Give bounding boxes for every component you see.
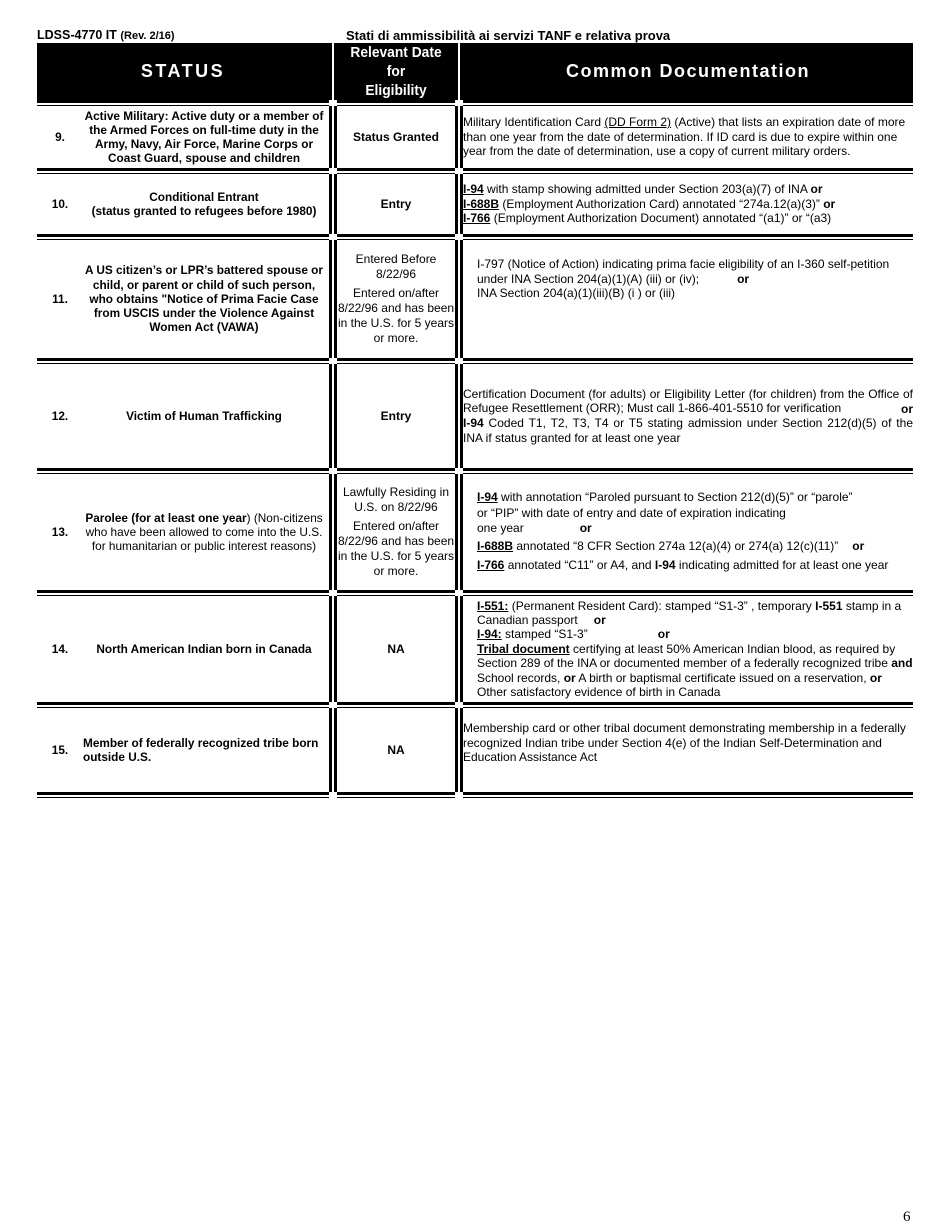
table-row: 10. Conditional Entrant (status granted to refugees before 1980) Entry I-94 with stamp showing admitted under Section 203(a)(7) of INA or I-688B (Employment Authorization Card) annotated “274a.12(a)(3)” or I-766 (Employment Authorization Document) annotated “(a1)” or “(a3) — [37, 174, 913, 234]
relevant-date: Entry — [380, 408, 412, 423]
page-title: Stati di ammissibilità ai servizi TANF e relativa prova — [346, 28, 671, 43]
documentation: Certification Document (for adults) or Eligibility Letter (for children) from the Office of Refugee Resettlement (ORR); Must call 1-866-401-5510 for verification or I-94 Coded T1, T2, T3, T4 or T5 stating admission under Section 212(d)(5) of the INA if status granted for at least one year — [463, 386, 913, 445]
relevant-date: Lawfully Residing in U.S. on 8/22/96 Entered on/after 8/22/96 and has been in the U.S. for 5 years or more. — [337, 485, 455, 578]
documentation: I-551: (Permanent Resident Card): stamped “S1-3” , temporary I-551 stamp in a Canadian passport or I-94: stamped “S1-3” or Tribal document certifying at least 50% American Indian blood, as required by Section 289 of the INA or documented member of a federally recognized tribe and School records, or A birth or baptismal certificate issued on a reservation, or Other satisfactory evidence of birth in Canada — [477, 598, 913, 700]
table-row: 12. Victim of Human Trafficking Entry Certification Document (for adults) or Eligibility Letter (for children) from the Office of Refugee Resettlement (ORR); Must call 1-866-401-5510 for verification or I-94 Coded T1, T2, T3, T4 or T5 stating admission under Section 212(d)(5) of the INA if status granted for at least one year — [37, 364, 913, 468]
table-row: 11. A US citizen’s or LPR’s battered spouse or child, or parent or child of such person, who obtains "Notice of Prima Facie Case from USCIS under the Violence Against Women Act (VAWA) Entered Before 8/22/96 Entered on/after 8/22/96 and has been in the U.S. for 5 years or more. I-797 (Notice of Action) indicating prima facie eligibility of an I-360 self-petition under INA Section 204(a)(1)(A) (iii) or (iv); or INA Section 204(a)(1)(iii)(B) (i ) or (iii) — [37, 240, 913, 358]
documentation: Membership card or other tribal document demonstrating membership in a federally recognized Indian tribe under Section 4(e) of the Indian Self-Determination and Education Assistance Act — [463, 721, 906, 765]
table-row: 14. North American Indian born in Canada NA I-551: (Permanent Resident Card): stamped “S1-3” , temporary I-551 stamp in a Canadian passport or I-94: stamped “S1-3” or Tribal document certifying at least 50% American Indian blood, as required by Section 289 of the INA or documented member of a federally recognized tribe and School records, or A birth or baptismal certificate issued on a reservation, or Other satisfactory evidence of birth in Canada — [37, 596, 913, 702]
table-row: 9. Active Military: Active duty or a member of the Armed Forces on full-time duty in the Army, Navy, Air Force, Marine Corps or Coast Guard, spouse and children Status Granted Military Identification Card (DD Form 2) (Active) that lists an expiration date of more than one year from the date of determination. If ID card is due to expire within one year from the date of determination, use a copy of current military orders. — [37, 106, 913, 168]
relevant-date: Entered Before 8/22/96 Entered on/after 8/22/96 and has been in the U.S. for 5 years or more. — [337, 252, 455, 345]
status-text: Member of federally recognized tribe born outside U.S. — [83, 735, 319, 764]
header-status: STATUS — [37, 43, 329, 100]
status-text: North American Indian born in Canada — [96, 641, 312, 656]
documentation: I-94 with stamp showing admitted under Section 203(a)(7) of INA or I-688B (Employment Authorization Card) annotated “274a.12(a)(3)” or I-766 (Employment Authorization Document) annotated “(a1)” or “(a3) — [463, 182, 836, 226]
eligibility-table — [37, 43, 913, 798]
documentation: I-94 with annotation “Paroled pursuant to Section 212(d)(5)” or “parole” or “PIP” with date of entry and date of expiration indicating one year or I-688B annotated “8 CFR Section 274a 12(a)(4) or 274(a) 12(c)(11)” or I-766 annotated “C11” or A4, and I-94 indicating admitted for at least one year — [477, 490, 889, 573]
documentation: Military Identification Card (DD Form 2) (Active) that lists an expiration date of more than one year from the date of determination. If ID card is due to expire within one year from the date of determination, use a copy of current military orders. — [463, 115, 906, 159]
relevant-date: NA — [387, 641, 405, 656]
header-relevant-date: Relevant Date for Eligibility — [337, 43, 455, 100]
status-text: Victim of Human Trafficking — [126, 408, 282, 423]
status-text: Parolee (for at least one year) (Non-citizens who have been allowed to come into the U.S. for humanitarian or public interest reasons) — [85, 510, 323, 554]
table-row: 13. Parolee (for at least one year) (Non-citizens who have been allowed to come into the U.S. for humanitarian or public interest reasons) Lawfully Residing in U.S. on 8/22/96 Entered on/after 8/22/96 and has been in the U.S. for 5 years or more. I-94 with annotation “Paroled pursuant to Section 212(d)(5)” or “parole” or “PIP” with date of entry and date of expiration indicating one year or I-688B annotated “8 CFR Section 274a 12(a)(4) or 274(a) 12(c)(11)” or I-766 annotated “C11” or A4, and I-94 indicating admitted for at least one year — [37, 474, 913, 590]
relevant-date: NA — [387, 742, 405, 757]
page-number: 6 — [903, 1209, 911, 1225]
documentation: I-797 (Notice of Action) indicating prima facie eligibility of an I-360 self-petition under INA Section 204(a)(1)(A) (iii) or (iv); or INA Section 204(a)(1)(iii)(B) (i ) or (iii) — [477, 257, 890, 301]
form-revision: (Rev. 2/16) — [120, 30, 175, 42]
status-text: A US citizen’s or LPR’s battered spouse or child, or parent or child of such person, who obtains "Notice of Prima Facie Case from USCIS under the Violence Against Women Act (VAWA) — [85, 263, 323, 335]
table-header-row — [37, 43, 913, 100]
status-text: Active Military: Active duty or a member of the Armed Forces on full-time duty in the Army, Navy, Air Force, Marine Corps or Coast Guard, spouse and children — [84, 108, 324, 166]
status-text: Conditional Entrant (status granted to refugees before 1980) — [91, 189, 317, 218]
relevant-date: Entry — [380, 196, 412, 211]
header-documentation: Common Documentation — [463, 43, 913, 100]
table-row: 15. Member of federally recognized tribe born outside U.S. NA Membership card or other tribal document demonstrating membership in a federally recognized Indian tribe under Section 4(e) of the Indian Self-Determination and Education Assistance Act — [37, 708, 913, 792]
form-id-text: LDSS-4770 IT — [37, 28, 117, 42]
relevant-date: Status Granted — [352, 129, 439, 144]
form-id — [37, 28, 175, 42]
